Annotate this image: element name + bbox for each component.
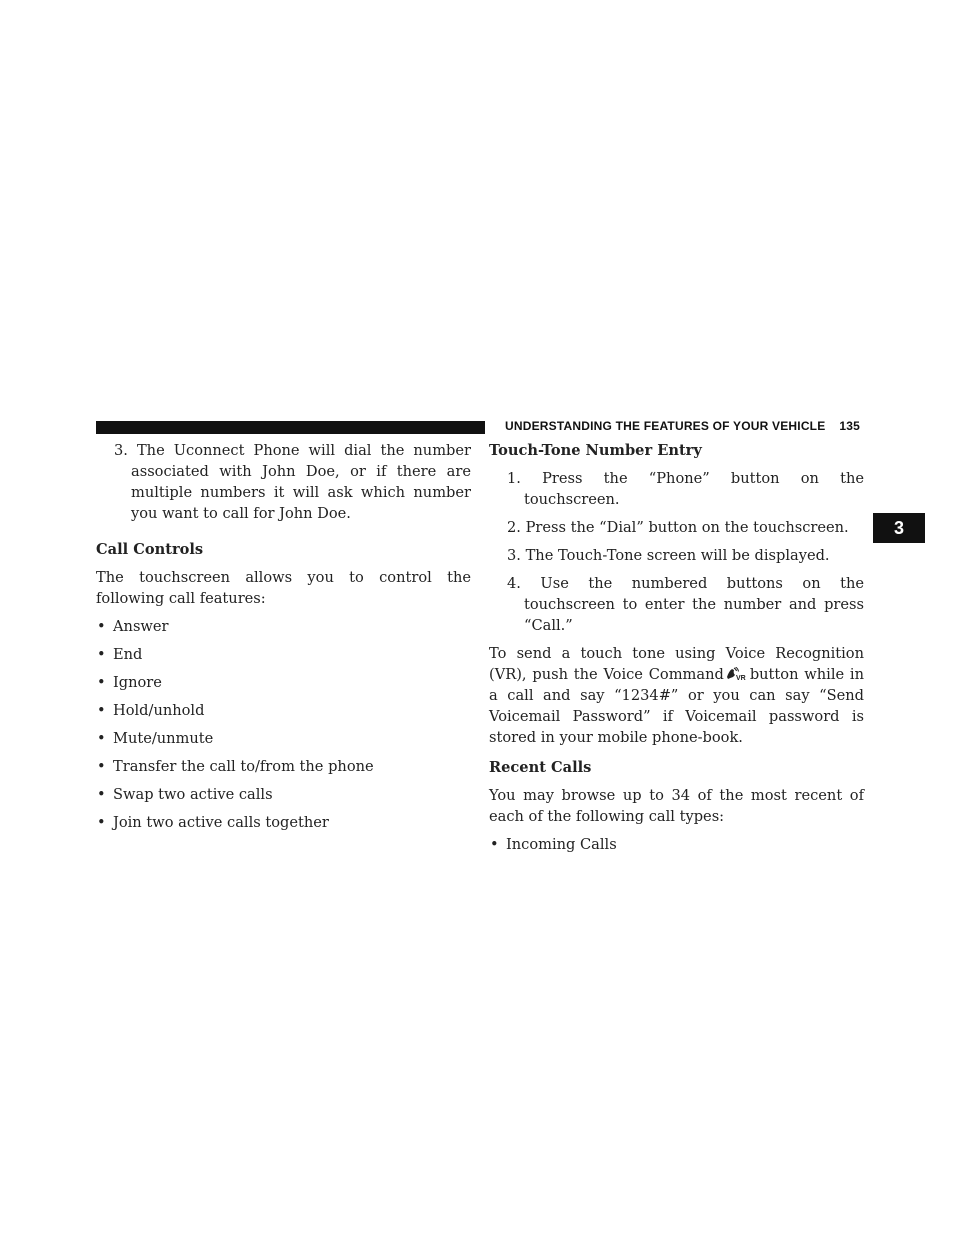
list-item: • End [97,646,143,663]
list-item: • Transfer the call to/from the phone [97,758,374,775]
list-item: • Hold/unhold [97,702,205,719]
list-item: • Join two active calls together [97,814,329,831]
step-3-text: 3. The Uconnect Phone will dial the number associated with John Doe, or if there are multiple numbers it will ask which number you want to call for John Doe. [114,442,471,522]
recent-calls-heading: Recent Calls [489,759,592,776]
touch-tone-step-2: 2. Press the “Dial” button on the touchscreen. [507,519,849,536]
svg-text:VR: VR [735,675,746,681]
call-controls-intro: The touchscreen allows you to control the following call features: [96,569,471,607]
call-controls-heading: Call Controls [96,541,204,558]
left-column [96,440,471,833]
touch-tone-step-4: 4. Use the numbered buttons on the touchscreen to enter the number and press “Call.” [507,575,864,634]
section-title: UNDERSTANDING THE FEATURES OF YOUR VEHICLE [505,419,826,433]
header-rule-bar [96,421,485,434]
touch-tone-step-3: 3. The Touch-Tone screen will be displayed. [507,547,830,564]
list-item: • Swap two active calls [97,786,273,803]
list-item: • Answer [97,618,169,635]
recent-calls-intro: You may browse up to 34 of the most recent of each of the following call types: [489,787,864,825]
page-number: 135 [839,419,861,433]
list-item: • Mute/unmute [97,730,214,747]
list-item: • Incoming Calls [490,836,617,853]
right-column [489,440,864,855]
call-features-list [96,616,471,833]
list-item: • Ignore [97,674,162,691]
voice-command-vr-icon [725,667,749,681]
running-header [505,419,860,433]
touch-tone-step-1: 1. Press the “Phone” button on the touchscreen. [507,470,864,508]
chapter-tab: 3 [873,513,925,543]
vr-instructions: To send a touch tone using Voice Recognition (VR), push the Voice Command VR button while in a call and say “1234#” or you can say “Send Voicemail Password” if Voicemail password is stored in your mobile phone-book. [489,645,864,746]
touch-tone-heading: Touch-Tone Number Entry [489,442,702,459]
call-types-list [489,834,864,855]
